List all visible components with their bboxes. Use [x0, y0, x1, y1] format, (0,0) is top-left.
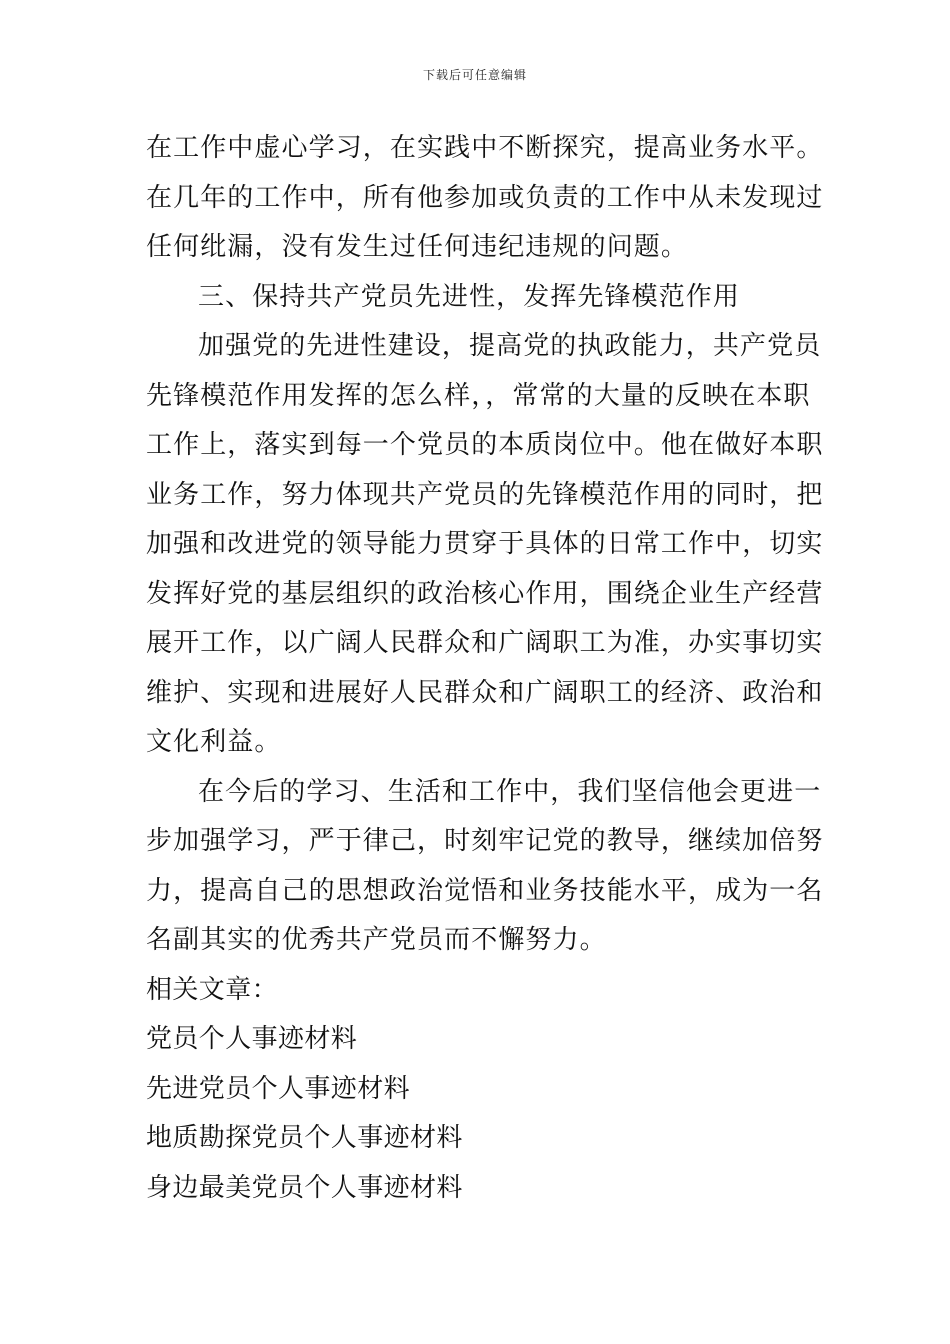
text-line: 在几年的工作中，所有他参加或负责的工作中从未发现过 — [146, 182, 824, 213]
text-line: 业务工作，努力体现共产党员的先锋模范作用的同时，把 — [146, 479, 824, 510]
text-line: 工作上，落实到每一个党员的本质岗位中。他在做好本职 — [146, 430, 824, 460]
text-line: 在工作中虚心学习，在实践中不断探究，提高业务水平。 — [146, 133, 824, 163]
text-line: 任何纰漏，没有发生过任何违纪违规的问题。 — [146, 232, 689, 262]
text-line: 维护、实现和进展好人民群众和广阔职工的经济、政治和 — [146, 677, 824, 708]
text-line: 加强党的先进性建设，提高党的执政能力，共产党员 — [198, 331, 822, 361]
related-article-link[interactable]: 先进党员个人事迹材料 — [146, 1073, 411, 1104]
related-article-link[interactable]: 身边最美党员个人事迹材料 — [146, 1172, 463, 1203]
text-line: 力，提高自己的思想政治觉悟和业务技能水平，成为一名 — [146, 875, 824, 906]
text-line: 文化利益。 — [146, 727, 282, 757]
section-heading: 三、保持共产党员先进性，发挥先锋模范作用 — [198, 281, 741, 312]
text-line: 加强和改进党的领导能力贯穿于具体的日常工作中，切实 — [146, 529, 824, 559]
text-line: 先锋模范作用发挥的怎么样，，常常的大量的反映在本职 — [146, 380, 811, 411]
related-articles-label: 相关文章： — [146, 974, 279, 1005]
text-line: 名副其实的优秀共产党员而不懈努力。 — [146, 925, 607, 955]
related-article-link[interactable]: 地质勘探党员个人事迹材料 — [146, 1123, 463, 1153]
text-line: 展开工作，以广阔人民群众和广阔职工为准，办实事切实 — [146, 628, 824, 658]
text-line: 步加强学习，严于律己，时刻牢记党的教导，继续加倍努 — [146, 826, 824, 856]
text-line: 发挥好党的基层组织的政治核心作用，围绕企业生产经营 — [146, 578, 824, 609]
related-article-link[interactable]: 党员个人事迹材料 — [146, 1024, 358, 1054]
header-note: 下载后可任意编辑 — [422, 68, 527, 82]
text-line: 在今后的学习、生活和工作中，我们坚信他会更进一 — [198, 776, 822, 807]
document-body — [146, 124, 824, 1213]
